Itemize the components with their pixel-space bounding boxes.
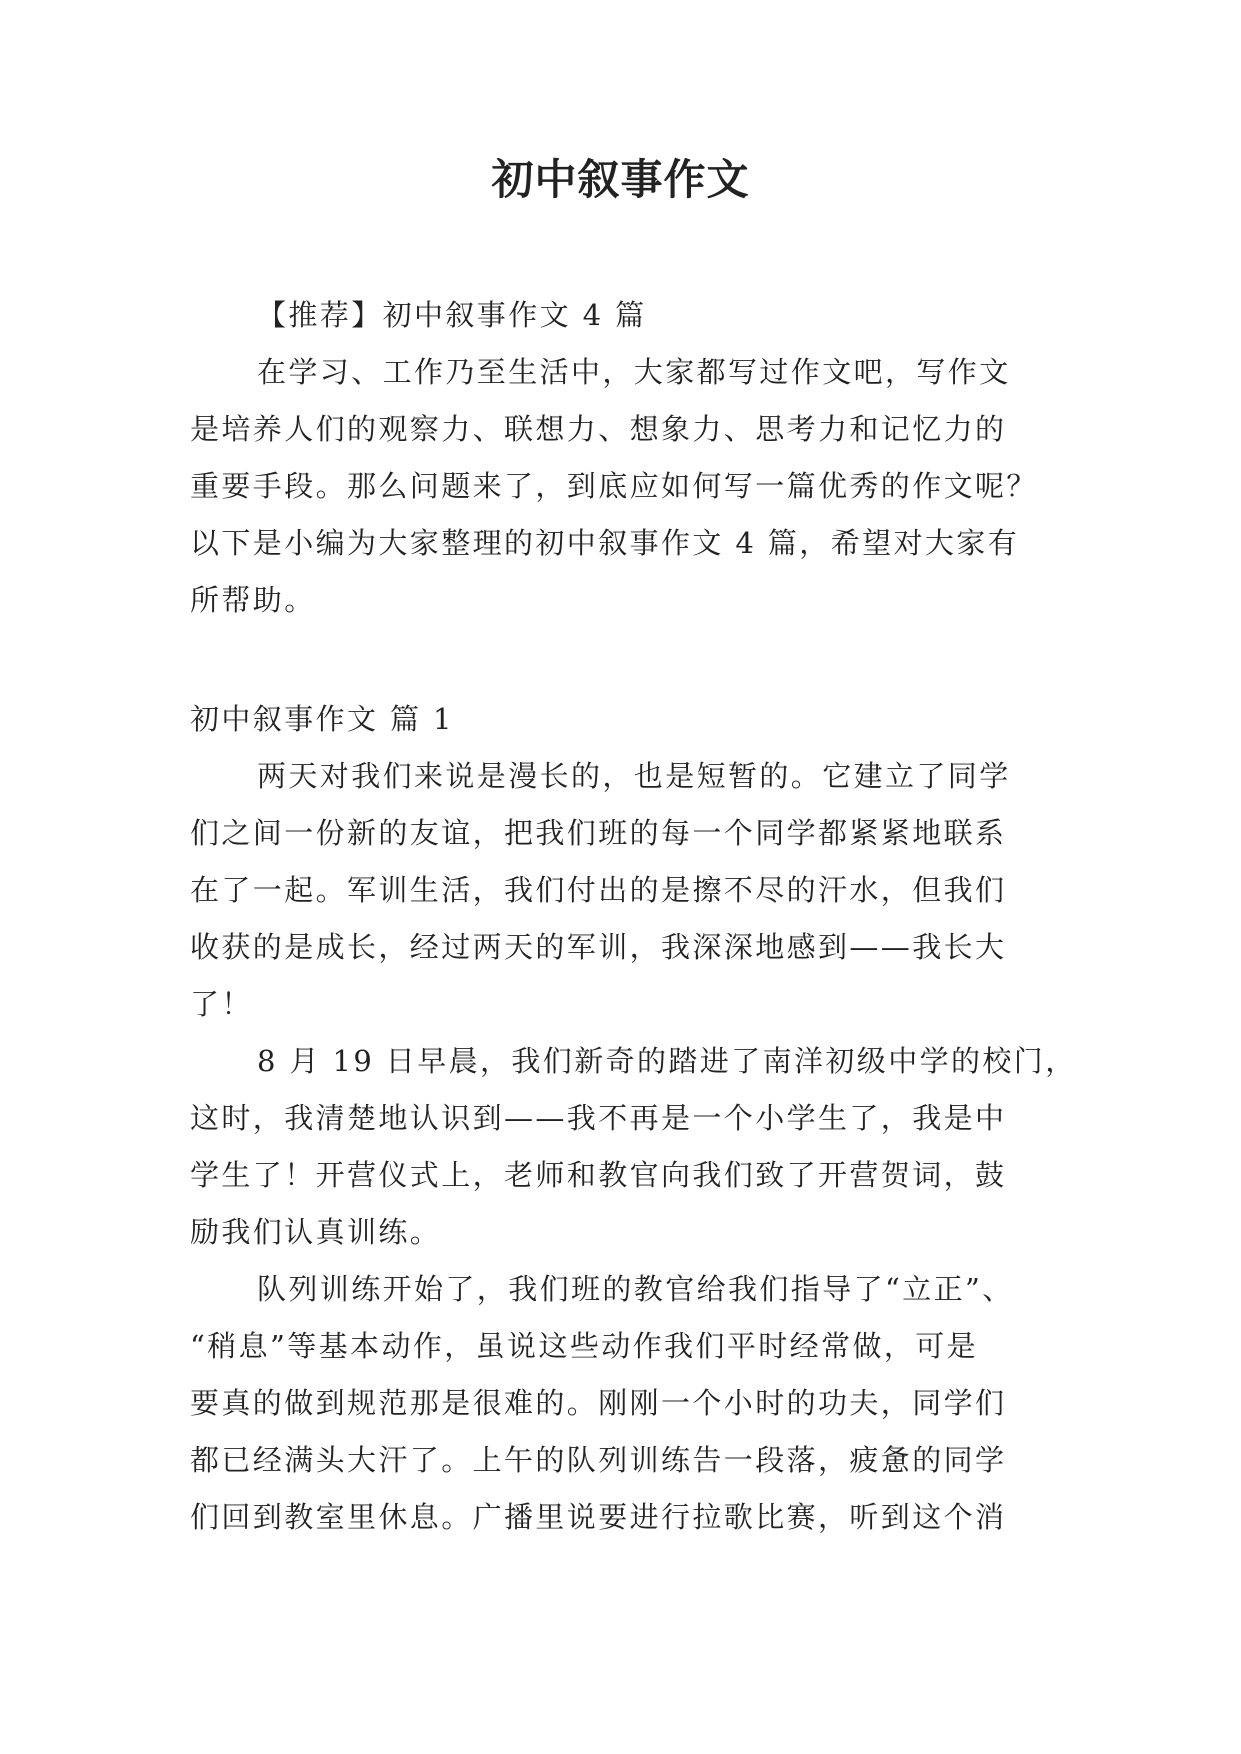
paragraph-line: 是培养人们的观察力、联想力、想象力、思考力和记忆力的 <box>190 412 1007 446</box>
paragraph-line: 所帮助。 <box>190 583 316 617</box>
paragraph-line: 们之间一份新的友谊，把我们班的每一个同学都紧紧地联系 <box>190 816 1007 850</box>
paragraph-line: 们回到教室里休息。广播里说要进行拉歌比赛，听到这个消 <box>190 1500 1007 1534</box>
paragraph-line: 在学习、工作乃至生活中，大家都写过作文吧，写作文 <box>257 355 1011 389</box>
paragraph-line: 学生了！开营仪式上，老师和教官向我们致了开营贺词，鼓 <box>190 1158 1007 1192</box>
intro-heading: 【推荐】初中叙事作文 4 篇 <box>257 298 647 332</box>
paragraph-line: 8 月 19 日早晨，我们新奇的踏进了南洋初级中学的校门， <box>257 1044 1077 1078</box>
paragraph-line: “稍息”等基本动作，虽说这些动作我们平时经常做，可是 <box>190 1329 979 1363</box>
paragraph-line: 励我们认真训练。 <box>190 1215 442 1249</box>
paragraph-line: 重要手段。那么问题来了，到底应如何写一篇优秀的作文呢？ <box>190 469 1038 503</box>
paragraph-line: 收获的是成长，经过两天的军训，我深深地感到——我长大 <box>190 930 1007 964</box>
section-heading: 初中叙事作文 篇 1 <box>190 702 454 736</box>
paragraph-line: 队列训练开始了，我们班的教官给我们指导了“立正”、 <box>257 1272 1014 1306</box>
paragraph-line: 两天对我们来说是漫长的，也是短暂的。它建立了同学 <box>257 759 1011 793</box>
paragraph-line: 在了一起。军训生活，我们付出的是擦不尽的汗水，但我们 <box>190 873 1007 907</box>
paragraph-line: 这时，我清楚地认识到——我不再是一个小学生了，我是中 <box>190 1101 1007 1135</box>
paragraph-line: 都已经满头大汗了。上午的队列训练告一段落，疲惫的同学 <box>190 1443 1007 1477</box>
document-title: 初中叙事作文 <box>491 155 750 204</box>
paragraph-line: 以下是小编为大家整理的初中叙事作文 4 篇，希望对大家有 <box>190 526 1020 560</box>
paragraph-line: 要真的做到规范那是很难的。刚刚一个小时的功夫，同学们 <box>190 1386 1007 1420</box>
paragraph-line: 了！ <box>190 987 253 1021</box>
